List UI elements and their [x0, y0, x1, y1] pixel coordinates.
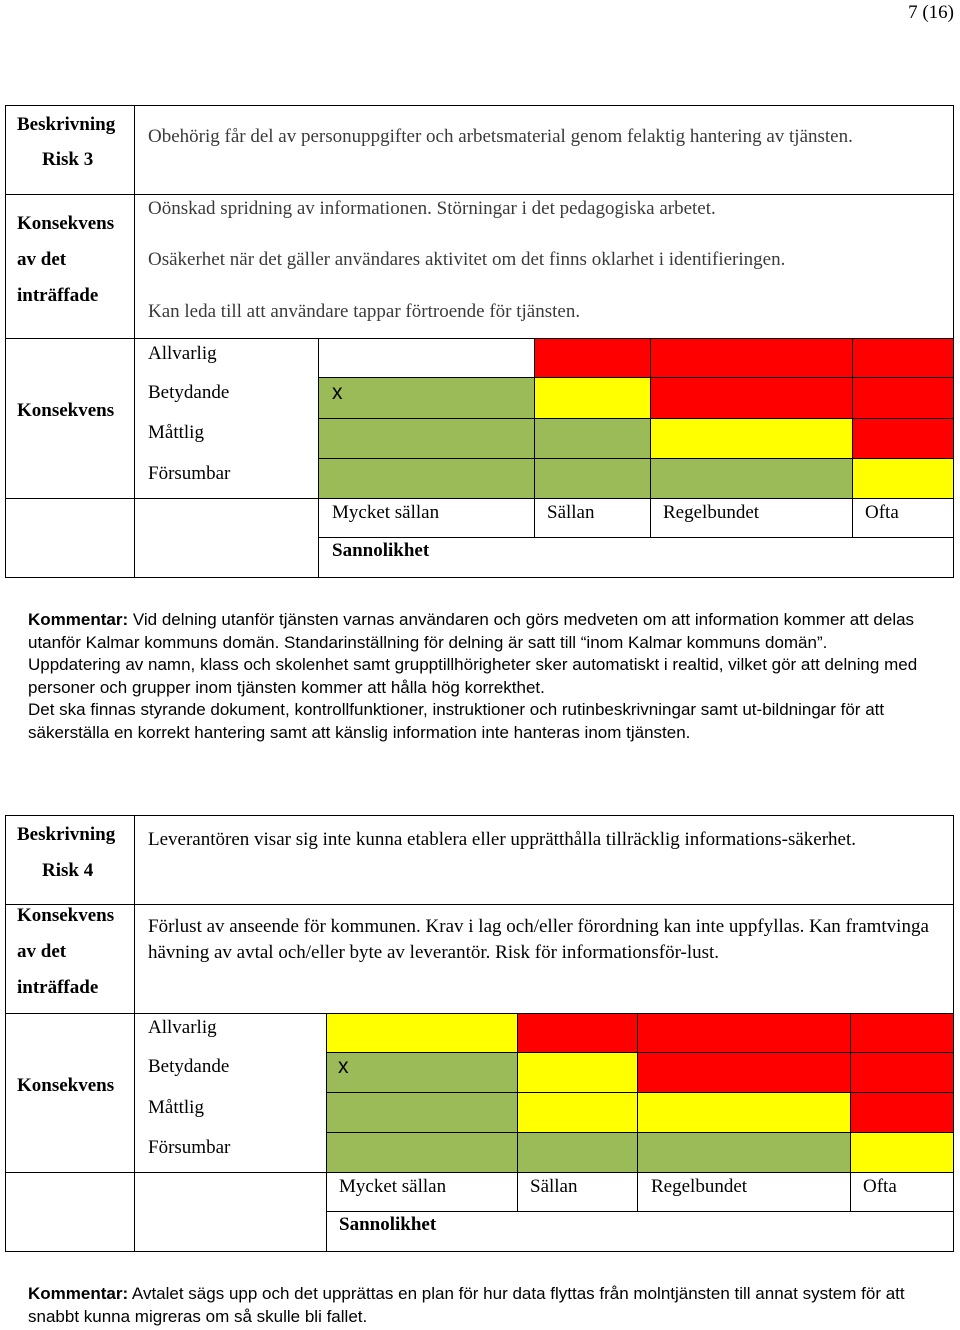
risk4-mark: x [338, 1055, 349, 1078]
risk3-grid-cell-r3-c1 [318, 418, 535, 459]
risk4-likelihood-mycket-sallan: Mycket sällan [339, 1176, 447, 1197]
risk4-description-text: Leverantören visar sig inte kunna etablera eller upprätthålla tillräcklig informations-säkerhet. [148, 829, 857, 850]
risk4-consequence-label-2: av det [17, 941, 67, 962]
risk3-comment-text: Vid delning utanför tjänsten varnas användaren och görs medveten om att information kommer att delas utanför Kalmar kommuns domän. Standarinställning för delning är satt till “inom Kalmar kommuns domän”. [28, 610, 915, 652]
risk3-grid-cell-r4-c3 [650, 458, 853, 499]
risk3-grid-cell-r3-c4 [852, 418, 954, 459]
risk3-severity-allvarlig: Allvarlig [148, 343, 217, 364]
risk3-likelihood-mycket-sallan: Mycket sällan [332, 502, 440, 523]
risk3-grid-cell-r1-c3 [650, 338, 853, 378]
risk3-grid-cell-r2-c1 [318, 377, 535, 419]
risk4-grid-cell-r3-c1 [326, 1092, 518, 1133]
risk3-grid-cell-r4-c1 [318, 458, 535, 499]
risk3-description-box [5, 105, 954, 195]
risk4-matrix-consequence-label: Konsekvens [17, 1075, 115, 1096]
risk3-consequence-label-1: Konsekvens [17, 213, 115, 234]
risk3-grid-cell-r4-c4 [852, 458, 954, 499]
risk3-comment-para2: Uppdatering av namn, klass och skolenhet samt grupptillhörigheter sker automatiskt i realtid, vilket gör att delning med personer och grupper inom tjänsten kommer att hålla hög korrekthet. [28, 655, 918, 697]
risk3-consequence-label-3: inträffade [17, 285, 99, 306]
risk4-grid-cell-r3-c3 [637, 1092, 851, 1133]
risk3-grid-cell-r2-c4 [852, 377, 954, 419]
risk3-grid-cell-r1-c1 [318, 338, 535, 378]
risk3-likelihood-regelbundet: Regelbundet [663, 502, 760, 523]
risk4-grid-cell-r2-c1 [326, 1052, 518, 1093]
risk4-description-label: Beskrivning [17, 824, 116, 845]
risk3-matrix-consequence-label: Konsekvens [17, 400, 115, 421]
risk3-severity-mattlig: Måttlig [148, 422, 204, 443]
risk3-consequence-label-2: av det [17, 249, 67, 270]
risk3-grid-cell-r3-c2 [534, 418, 651, 459]
risk3-likelihood-ofta: Ofta [865, 502, 899, 523]
risk4-comment-text: Avtalet sägs upp och det upprättas en plan för hur data flyttas från molntjänsten till annat system för att snabbt kunna migreras om så skulle bli fallet. [28, 1284, 905, 1326]
risk4-comment [28, 1283, 928, 1328]
risk3-id-label: Risk 3 [42, 149, 94, 170]
risk3-grid-cell-r2-c2 [534, 377, 651, 419]
risk3-comment [28, 609, 928, 744]
risk4-consequence-label-1: Konsekvens [17, 905, 115, 926]
risk3-likelihood-axis-label: Sannolikhet [332, 540, 430, 561]
risk4-grid-cell-r1-c1 [326, 1013, 518, 1053]
risk4-grid-cell-r4-c3 [637, 1132, 851, 1173]
risk4-severity-allvarlig: Allvarlig [148, 1017, 217, 1038]
risk4-grid-cell-r4-c2 [517, 1132, 638, 1173]
risk3-comment-para3: Det ska finnas styrande dokument, kontrollfunktioner, instruktioner och rutinbeskrivningar samt ut-bildningar för att säkerställa en korrekt hantering samt att känslig information inte hanteras inom tjänsten. [28, 700, 885, 742]
risk4-consequence-text: Förlust av anseende för kommunen. Krav i lag och/eller förordning kan inte uppfyllas. Kan framtvinga hävning av avtal och/eller byte av leverantör. Risk för informationsför-lust. [148, 916, 929, 963]
risk4-grid-cell-r2-c3 [637, 1052, 851, 1093]
risk4-likelihood-sallan: Sällan [530, 1176, 578, 1197]
risk4-grid-cell-r1-c2 [517, 1013, 638, 1053]
risk4-likelihood-regelbundet: Regelbundet [651, 1176, 748, 1197]
risk4-grid-cell-r4-c1 [326, 1132, 518, 1173]
page-number: 7 (16) [908, 2, 954, 23]
risk3-consequence-line-3: Kan leda till att användare tappar förtroende för tjänsten. [148, 301, 581, 322]
risk3-consequence-line-1: Oönskad spridning av informationen. Störningar i det pedagogiska arbetet. [148, 198, 716, 219]
risk3-grid-cell-r2-c3 [650, 377, 853, 419]
risk3-likelihood-sallan: Sällan [547, 502, 595, 523]
risk4-likelihood-ofta: Ofta [863, 1176, 897, 1197]
risk3-comment-label: Kommentar: [28, 610, 129, 629]
risk3-description-text: Obehörig får del av personuppgifter och arbetsmaterial genom felaktig hantering av tjänsten. [148, 126, 853, 147]
risk4-severity-forsumbar: Försumbar [148, 1137, 231, 1158]
risk4-grid-cell-r1-c3 [637, 1013, 851, 1053]
risk3-grid-cell-r1-c4 [852, 338, 954, 378]
risk3-grid-cell-r3-c3 [650, 418, 853, 459]
risk4-id-label: Risk 4 [42, 860, 94, 881]
risk3-severity-forsumbar: Försumbar [148, 463, 231, 484]
risk4-grid-cell-r3-c4 [850, 1092, 954, 1133]
risk4-grid-cell-r2-c2 [517, 1052, 638, 1093]
risk4-severity-mattlig: Måttlig [148, 1097, 204, 1118]
risk4-comment-label: Kommentar: [28, 1284, 129, 1303]
risk4-severity-betydande: Betydande [148, 1056, 230, 1077]
risk3-severity-betydande: Betydande [148, 382, 230, 403]
risk3-description-label: Beskrivning [17, 114, 116, 135]
risk4-likelihood-axis-label: Sannolikhet [339, 1214, 437, 1235]
risk3-grid-cell-r1-c2 [534, 338, 651, 378]
risk4-consequence-label-3: inträffade [17, 977, 99, 998]
risk4-grid-cell-r2-c4 [850, 1052, 954, 1093]
risk4-grid-cell-r1-c4 [850, 1013, 954, 1053]
risk3-mark: x [332, 381, 343, 404]
risk4-grid-cell-r4-c4 [850, 1132, 954, 1173]
risk3-grid-cell-r4-c2 [534, 458, 651, 499]
risk3-consequence-line-2: Osäkerhet när det gäller användares aktivitet om det finns oklarhet i identifieringen. [148, 249, 786, 270]
risk4-grid-cell-r3-c2 [517, 1092, 638, 1133]
